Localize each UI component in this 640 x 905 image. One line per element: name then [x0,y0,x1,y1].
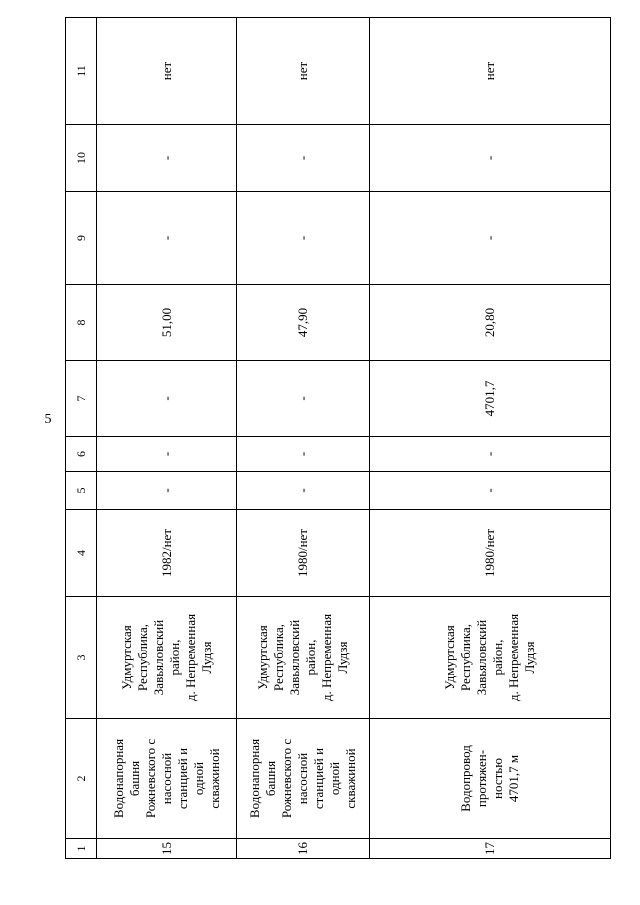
header-cell: 11 [66,18,97,125]
col9-cell: - [370,192,611,285]
col5-cell: - [97,472,237,510]
col6-cell: - [370,437,611,472]
col11-cell: нет [370,18,611,125]
row-number: 17 [370,839,611,859]
header-cell: 1 [66,839,97,859]
object-name-cell [370,719,611,839]
year-cell: 1980/нет [237,510,370,597]
year-cell: 1982/нет [97,510,237,597]
object-address: Удмуртская Республика, Завьяловский район, д. Непременная Лудзя [118,613,214,702]
table-row [237,18,370,859]
year-cell: 1980/нет [370,510,611,597]
col7-cell: - [237,361,370,437]
object-name: Водонапорная башня Рожневского с насосной станцией и одной скважиной [110,738,222,819]
address-cell [237,597,370,719]
rotated-table-wrapper [65,18,611,859]
col8-cell: 20,80 [370,285,611,361]
col10-cell: - [237,125,370,192]
col8-cell: 47,90 [237,285,370,361]
col5-cell: - [370,472,611,510]
header-cell: 9 [66,192,97,285]
object-name: Водопровод протяжен- ностью 4701,7 м [458,745,522,812]
col11-cell: нет [237,18,370,125]
col7-cell: 4701,7 [370,361,611,437]
table-row [97,18,237,859]
page-number: 5 [44,412,52,427]
col9-cell: - [97,192,237,285]
header-cell: 6 [66,437,97,472]
col6-cell: - [97,437,237,472]
object-address: Удмуртская Республика, Завьяловский район, д. Непременная Лудзя [255,613,351,702]
property-register-table [65,17,611,859]
header-cell: 7 [66,361,97,437]
col11-cell: нет [97,18,237,125]
address-cell [97,597,237,719]
object-address: Удмуртская Республика, Завьяловский район, д. Непременная Лудзя [442,613,538,702]
col6-cell: - [237,437,370,472]
col9-cell: - [237,192,370,285]
header-cell: 10 [66,125,97,192]
col7-cell: - [97,361,237,437]
object-name-cell [97,719,237,839]
header-cell: 3 [66,597,97,719]
header-cell: 2 [66,719,97,839]
address-cell [370,597,611,719]
header-cell: 4 [66,510,97,597]
row-number: 15 [97,839,237,859]
header-cell: 8 [66,285,97,361]
table-header-row [66,18,97,859]
col5-cell: - [237,472,370,510]
object-name-cell [237,719,370,839]
col8-cell: 51,00 [97,285,237,361]
table-row [370,18,611,859]
row-number: 16 [237,839,370,859]
header-cell: 5 [66,472,97,510]
object-name: Водонапорная башня Рожневского с насосной станцией и одной скважиной [247,738,359,819]
col10-cell: - [370,125,611,192]
col10-cell: - [97,125,237,192]
